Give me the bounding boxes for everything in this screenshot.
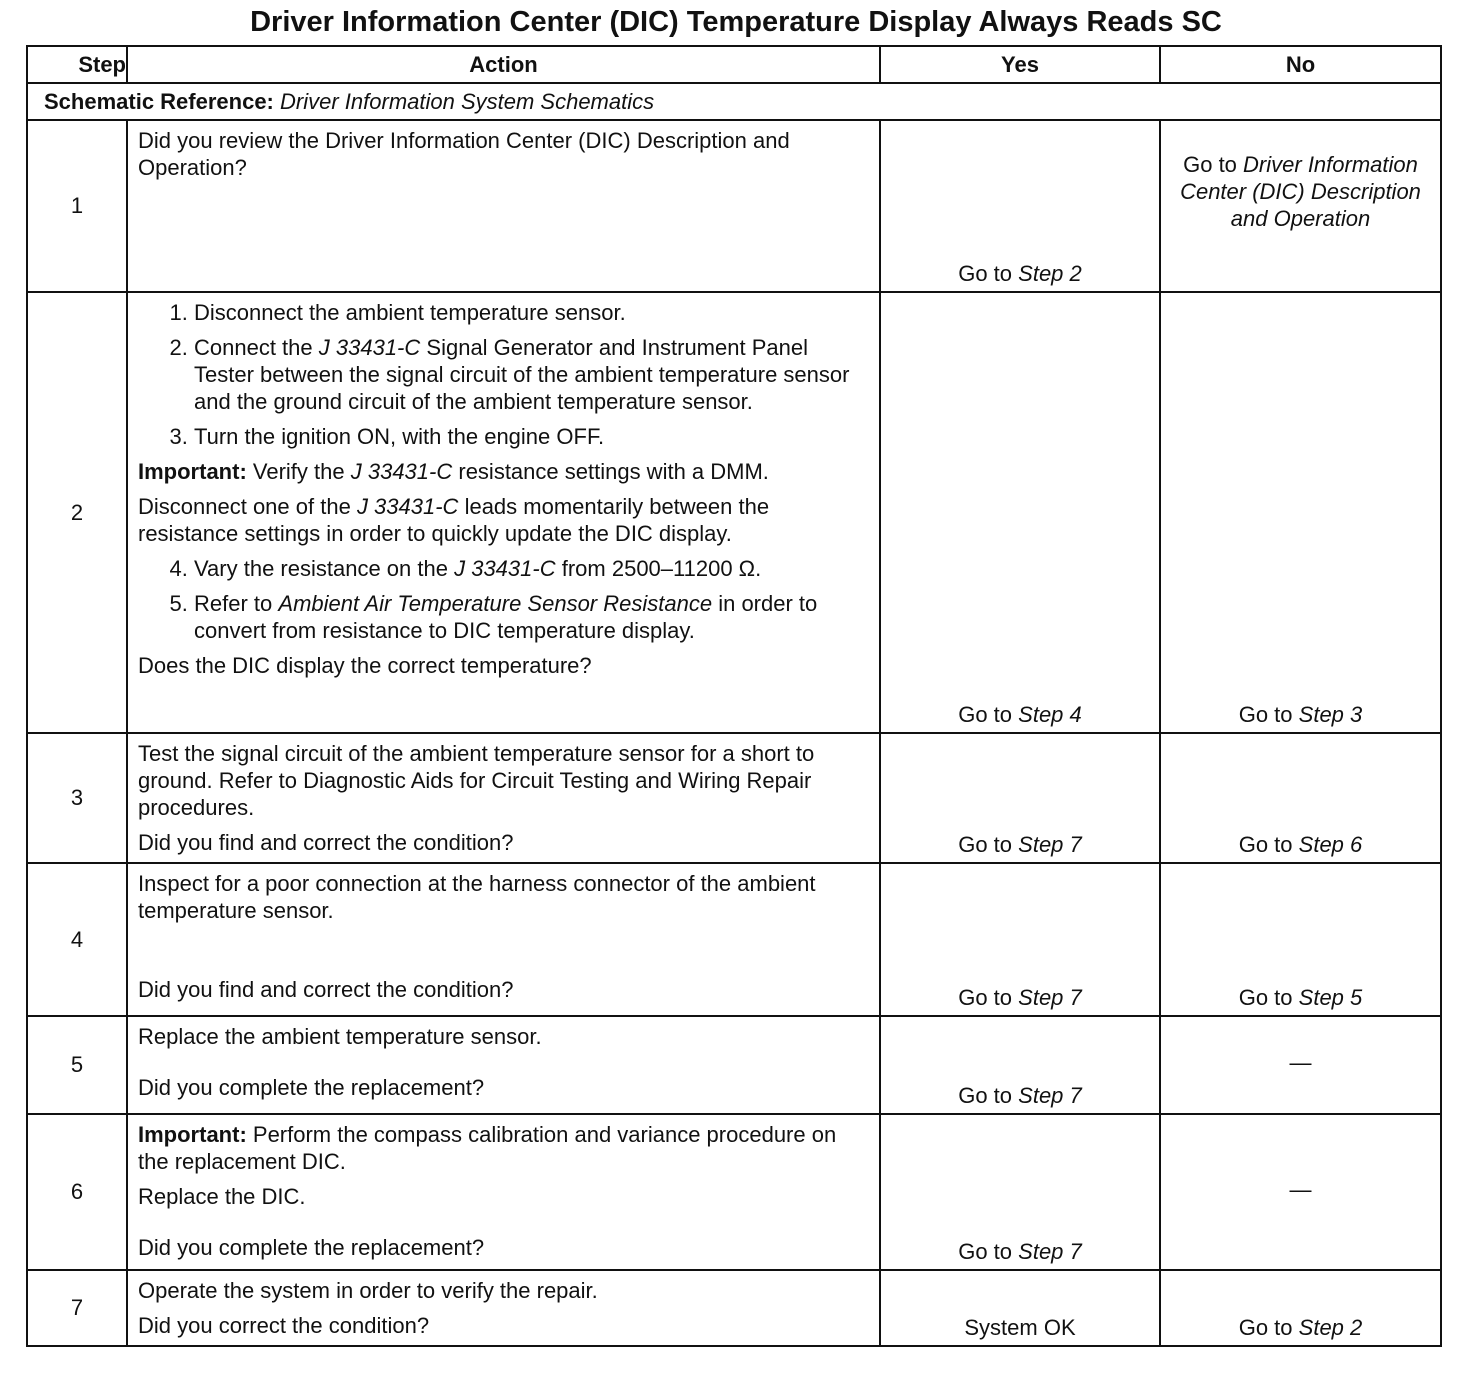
header-step: Step <box>27 46 127 83</box>
schematic-link[interactable]: Driver Information System Schematics <box>280 88 655 114</box>
yes-cell: Go to Step 4 <box>880 292 1160 733</box>
action-cell <box>127 1270 880 1346</box>
question-text: Did you review the Driver Information Center (DIC) Description and Operation? <box>138 128 790 180</box>
important-note: Important: Perform the compass calibration and variance procedure on the replacement DIC. <box>138 1122 837 1174</box>
yes-cell <box>880 1270 1160 1346</box>
action-text: Replace the DIC. <box>138 1184 306 1209</box>
question-text: Did you correct the condition? <box>138 1313 430 1338</box>
list-item: 3. Turn the ignition ON, with the engine OFF. <box>194 423 867 450</box>
diagnostic-table <box>26 45 1442 1347</box>
step-number: 1 <box>27 120 127 292</box>
step-number: 3 <box>27 733 127 863</box>
action-text: Operate the system in order to verify the repair. <box>138 1278 598 1303</box>
action-cell <box>127 863 880 1016</box>
yes-link[interactable]: Step 7 <box>1018 832 1082 857</box>
step-number: 2 <box>27 292 127 733</box>
yes-cell: Go to Step 7 <box>880 1016 1160 1114</box>
question-text: Did you complete the replacement? <box>138 1235 485 1260</box>
tool-name: J 33431-C <box>318 335 421 360</box>
action-text: Inspect for a poor connection at the harness connector of the ambient temperature sensor. <box>138 871 816 923</box>
question-text: Does the DIC display the correct temperature? <box>138 653 592 678</box>
list-item: 2. Connect the J 33431-C Signal Generator and Instrument Panel Tester between the signal circuit of the ambient temperature sensor and the ground circuit of the ambient temperature sensor. <box>194 334 867 415</box>
list-item: 4. Vary the resistance on the J 33431-C from 2500–11200 Ω. <box>194 555 867 582</box>
step-number: 7 <box>27 1270 127 1346</box>
no-cell: Go to Step 2 <box>1160 1270 1441 1346</box>
yes-link[interactable]: Step 2 <box>1018 261 1082 286</box>
action-cell <box>127 1016 880 1114</box>
action-text: Test the signal circuit of the ambient temperature sensor for a short to ground. Refer to Diagnostic Aids for Circuit Testing and Wiring Repair procedures. <box>138 741 815 820</box>
no-link[interactable]: Step 6 <box>1298 832 1363 857</box>
no-cell <box>1160 1016 1441 1114</box>
question-text: Did you find and correct the condition? <box>138 977 514 1002</box>
no-cell <box>1160 1114 1441 1270</box>
header-no: No <box>1160 46 1441 83</box>
page-title: Driver Information Center (DIC) Temperature Display Always Reads SC <box>250 6 1222 38</box>
action-cell <box>127 1114 880 1270</box>
go-to-text: Go to <box>1183 152 1237 177</box>
table-row <box>27 120 1441 292</box>
step-number: 4 <box>27 863 127 1016</box>
no-dash: — <box>1289 1050 1312 1075</box>
table-row <box>27 292 1441 733</box>
table-row <box>27 1016 1441 1114</box>
no-link[interactable]: Step 2 <box>1298 1315 1363 1340</box>
action-cell <box>127 120 880 292</box>
header-row <box>27 46 1441 83</box>
no-link[interactable]: Driver Information Center (DIC) Description and Operation <box>1180 152 1421 231</box>
question-text: Did you complete the replacement? <box>138 1075 485 1100</box>
action-text: Replace the ambient temperature sensor. <box>138 1024 542 1049</box>
no-cell: Go to Step 3 <box>1160 292 1441 733</box>
go-to-text: Go to <box>958 261 1013 286</box>
list-item: 5. Refer to Ambient Air Temperature Sensor Resistance in order to convert from resistance to DIC temperature display. <box>194 590 867 644</box>
yes-cell <box>880 120 1160 292</box>
yes-cell: Go to Step 7 <box>880 733 1160 863</box>
note-text: Disconnect one of the J 33431-C leads momentarily between the resistance settings in order to quickly update the DIC display. <box>138 494 770 546</box>
table-row <box>27 863 1441 1016</box>
procedure-list <box>138 299 867 450</box>
question-text: Did you find and correct the condition? <box>138 830 514 855</box>
list-item: 1. Disconnect the ambient temperature sensor. <box>194 299 867 326</box>
schematic-reference <box>27 83 1441 120</box>
yes-cell: Go to Step 7 <box>880 1114 1160 1270</box>
no-cell: Go to Step 6 <box>1160 733 1441 863</box>
header-yes: Yes <box>880 46 1160 83</box>
header-action: Action <box>127 46 880 83</box>
schematic-label: Schematic Reference: <box>44 88 274 114</box>
step-number: 6 <box>27 1114 127 1270</box>
no-dash: — <box>1289 1177 1312 1202</box>
reference-link[interactable]: Ambient Air Temperature Sensor Resistance <box>278 591 713 616</box>
table-row <box>27 1114 1441 1270</box>
yes-result: System OK <box>964 1315 1076 1340</box>
yes-link[interactable]: Step 4 <box>1018 702 1082 727</box>
step-number: 5 <box>27 1016 127 1114</box>
important-note: Important: Verify the J 33431-C resistance settings with a DMM. <box>138 459 769 484</box>
yes-link[interactable]: Step 7 <box>1018 985 1082 1010</box>
no-link[interactable]: Step 3 <box>1298 702 1363 727</box>
table-row <box>27 1270 1441 1346</box>
procedure-list-continued <box>138 555 867 644</box>
action-cell <box>127 292 880 733</box>
table-row <box>27 733 1441 863</box>
no-link[interactable]: Step 5 <box>1298 985 1363 1010</box>
yes-cell: Go to Step 7 <box>880 863 1160 1016</box>
no-cell: Go to Step 5 <box>1160 863 1441 1016</box>
yes-link[interactable]: Step 7 <box>1018 1239 1082 1264</box>
yes-link[interactable]: Step 7 <box>1018 1083 1082 1108</box>
action-cell <box>127 733 880 863</box>
schematic-row <box>27 83 1441 120</box>
no-cell <box>1160 120 1441 292</box>
